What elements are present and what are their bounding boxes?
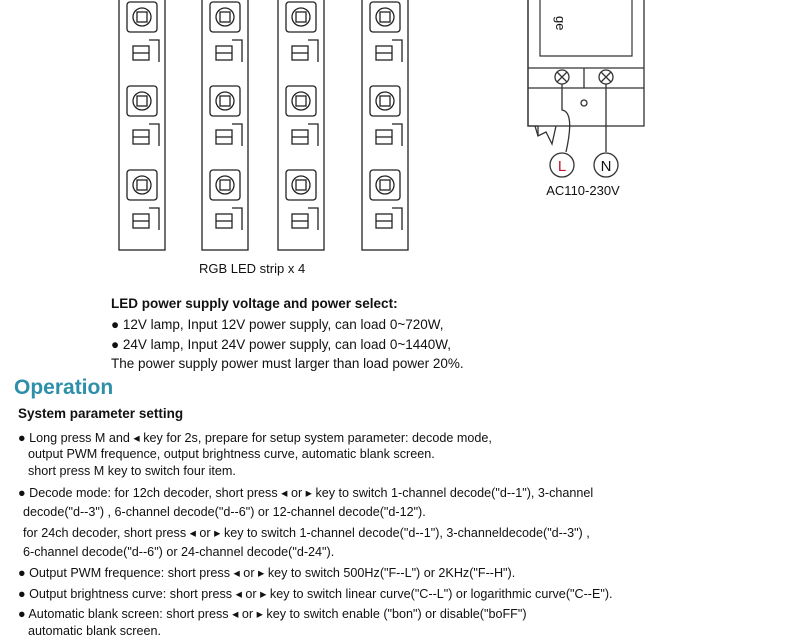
neutral-label: N: [600, 158, 612, 175]
op-line-6: for 24ch decoder, short press ◂ or ▸ key to switch 1-channel decode("d--1"), 3-channeldecode("d--3") ,: [23, 526, 590, 540]
led-strips: [119, 0, 408, 250]
op-line-9: ● Output brightness curve: short press ◂ or ▸ key to switch linear curve("C--L") or logarithmic curve("C--E").: [18, 587, 613, 601]
op-line-10: ● Automatic blank screen: short press ◂ or ▸ key to switch enable ("bon") or disable("boFF"): [18, 607, 527, 621]
led-strip: [119, 0, 165, 250]
psu-line-1: ● 12V lamp, Input 12V power supply, can load 0~720W,: [111, 317, 444, 332]
op-line-5: decode("d--3") , 6-channel decode("d--6") or 12-channel decode("d-12").: [23, 505, 426, 519]
led-strip: [278, 0, 324, 250]
wiring-diagram: [0, 0, 800, 285]
system-parameter-heading: System parameter setting: [18, 406, 184, 421]
led-strip: [362, 0, 408, 250]
op-line-2: output PWM frequence, output brightness curve, automatic blank screen.: [28, 447, 435, 461]
mains-label: AC110-230V: [546, 183, 620, 198]
live-terminal: [550, 153, 574, 177]
led-strip: [202, 0, 248, 250]
op-line-3: short press M key to switch four item.: [28, 464, 236, 478]
power-supply-unit: [528, 0, 644, 152]
op-line-4: ● Decode mode: for 12ch decoder, short press ◂ or ▸ key to switch 1-channel decode("d--1"), 3-channel: [18, 486, 594, 500]
psu-line-3: The power supply power must larger than load power 20%.: [111, 356, 464, 371]
op-line-7: 6-channel decode("d--6") or 24-channel decode("d-24").: [23, 545, 335, 559]
psu-line-2: ● 24V lamp, Input 24V power supply, can load 0~1440W,: [111, 337, 451, 352]
strip-caption: RGB LED strip x 4: [199, 261, 306, 276]
neutral-terminal: [594, 153, 618, 177]
live-label: L: [557, 158, 567, 175]
op-line-8: ● Output PWM frequence: short press ◂ or ▸ key to switch 500Hz("F--L") or 2KHz("F--H").: [18, 566, 516, 580]
operation-heading: Operation: [14, 376, 114, 399]
psu-label: ge: [553, 16, 568, 31]
op-line-1: ● Long press M and ◂ key for 2s, prepare for setup system parameter: decode mode,: [18, 431, 492, 445]
op-line-11: automatic blank screen.: [28, 624, 162, 638]
psu-heading: LED power supply voltage and power select:: [111, 296, 398, 311]
